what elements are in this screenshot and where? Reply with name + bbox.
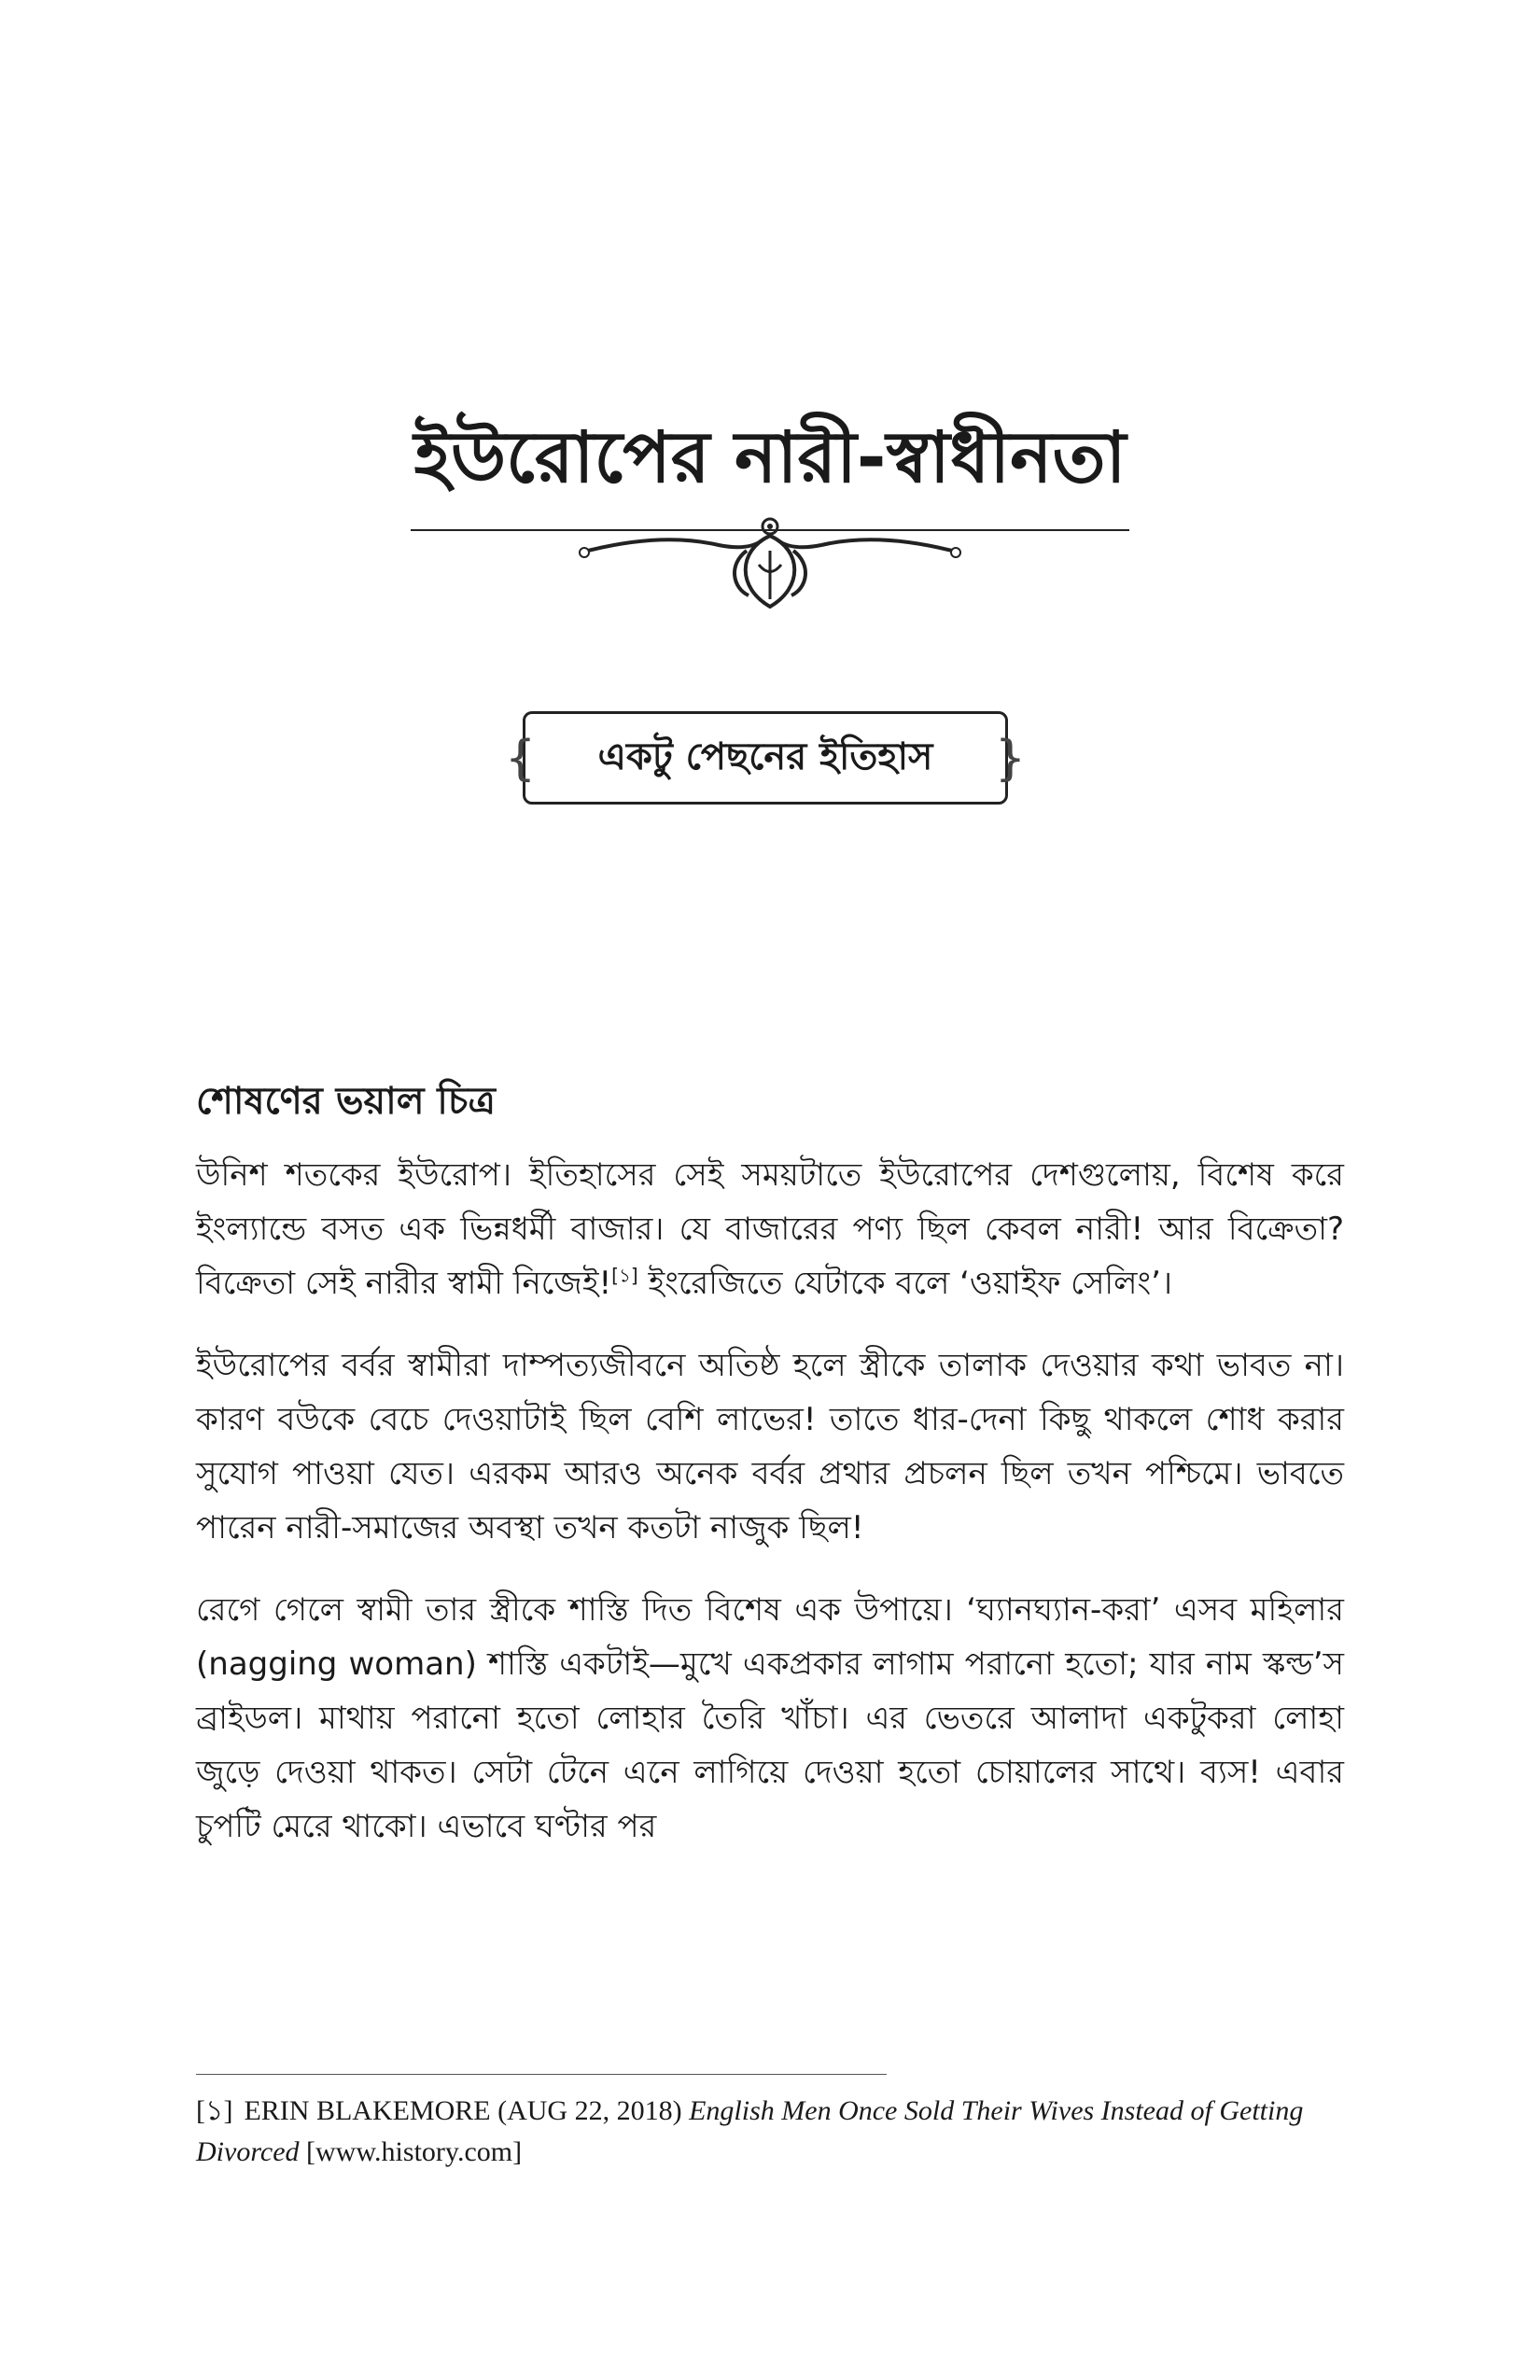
- footnote-source[interactable]: [www.history.com]: [306, 2136, 523, 2167]
- footnote-reference[interactable]: [১]: [611, 1264, 638, 1287]
- footnote-divider: [196, 2074, 887, 2075]
- subtitle-text: একটু পেছনের ইতিহাস: [597, 735, 933, 778]
- paragraph-1: [196, 1148, 1344, 1310]
- section-heading: শোষণের ভয়াল চিত্র: [196, 1080, 496, 1123]
- body-text: [196, 1148, 1344, 1882]
- paragraph-3: রেগে গেলে স্বামী তার স্ত্রীকে শাস্তি দিত বিশেষ এক উপায়ে। ‘ঘ্যানঘ্যান-করা’ এসব মহিলার (nagging woman) শাস্তি একটাই—মুখে একপ্রকার লাগাম পরানো হতো; যার নাম স্কল্ড’স ব্রাইডল। মাথায় পরানো হতো লোহার তৈরি খাঁচা। এর ভেতরে আলাদা একটুকরা লোহা জুড়ে দেওয়া থাকত। সেটা টেনে এনে লাগিয়ে দেওয়া হতো চোয়ালের সাথে। ব্যস! এবার চুপটি মেরে থাকো। এভাবে ঘণ্টার পর: [196, 1591, 1344, 1845]
- footnote: [196, 2091, 1344, 2173]
- paragraph-1-part-b: ইংরেজিতে যেটাকে বলে ‘ওয়াইফ সেলিং’।: [637, 1265, 1173, 1302]
- left-brace-icon: {: [505, 731, 537, 787]
- footnote-marker: [১]: [196, 2095, 233, 2126]
- chapter-title: ইউরোপের নারী-স্বাধীনতা: [413, 415, 1127, 498]
- paragraph-1-part-a: উনিশ শতকের ইউরোপ। ইতিহাসের সেই সময়টাতে ইউরোপের দেশগুলোয়, বিশেষ করে ইংল্যান্ডে বসত এক ভিন্নধর্মী বাজার। যে বাজারের পণ্য ছিল কেবল নারী! আর বিক্রেতা? বিক্রেতা সেই নারীর স্বামী নিজেই!: [196, 1156, 1344, 1302]
- footnote-title: English Men Once Sold Their Wives Instead of Getting Divorced: [196, 2095, 1304, 2167]
- paragraph-2: ইউরোপের বর্বর স্বামীরা দাম্পত্যজীবনে অতিষ্ঠ হলে স্ত্রীকে তালাক দেওয়ার কথা ভাবত না। কারণ বউকে বেচে দেওয়াটাই ছিল বেশি লাভের! তাতে ধার-দেনা কিছু থাকলে শোধ করার সুযোগ পাওয়া যেত। এরকম আরও অনেক বর্বর প্রথার প্রচলন ছিল তখন পশ্চিমে। ভাবতে পারেন নারী-সমাজের অবস্থা তখন কতটা নাজুক ছিল!: [196, 1347, 1344, 1547]
- footnote-author: ERIN BLAKEMORE (AUG 22, 2018): [244, 2095, 682, 2126]
- right-brace-icon: }: [994, 731, 1026, 787]
- subtitle-box: [505, 711, 1026, 805]
- ornament-divider-icon: [401, 513, 1139, 616]
